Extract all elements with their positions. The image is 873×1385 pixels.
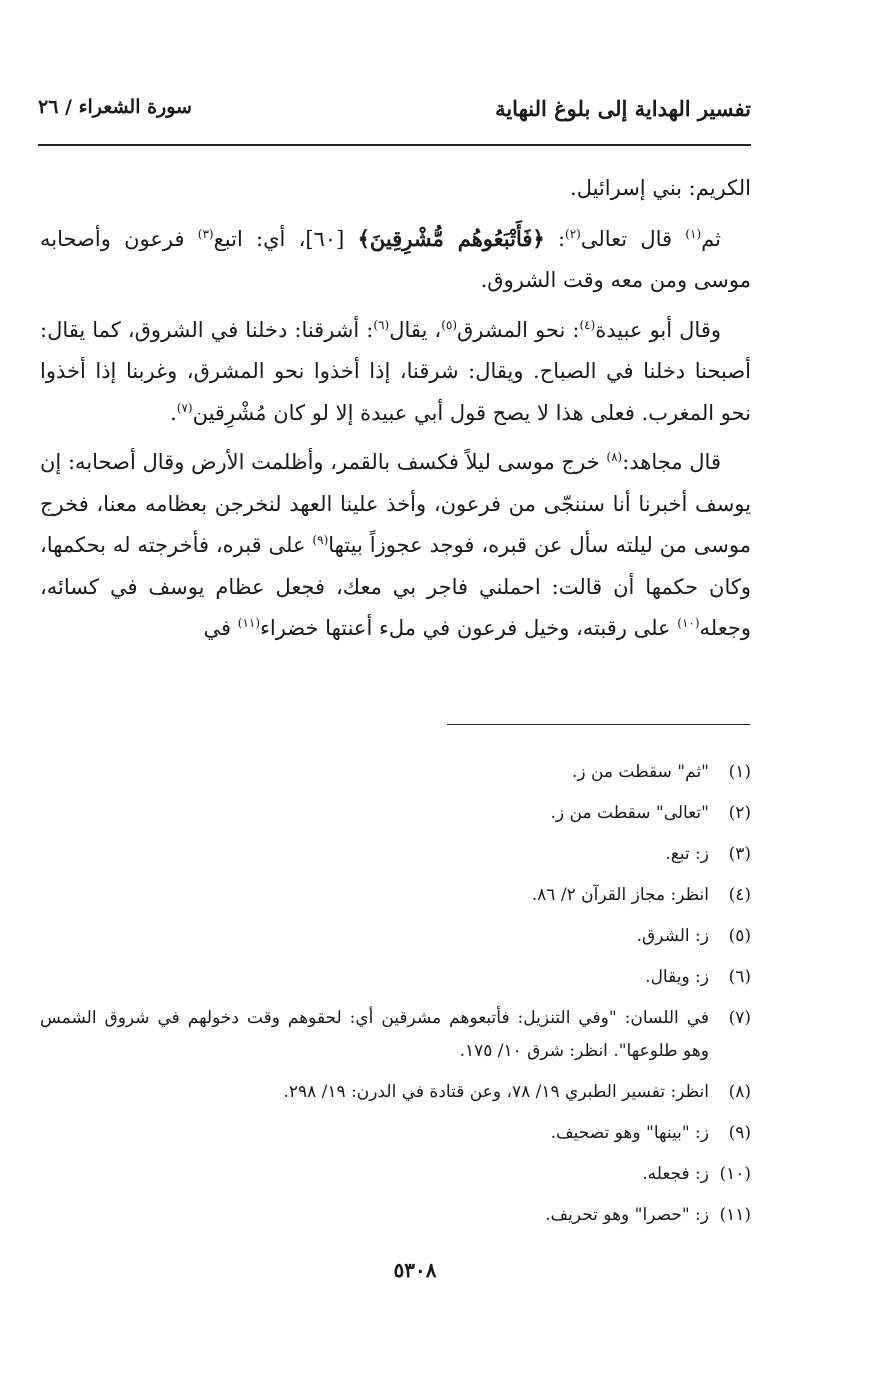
footnotes bbox=[40, 756, 751, 1240]
footnote-item bbox=[40, 756, 751, 789]
footnote-item bbox=[40, 920, 751, 953]
text-run: على رقبته، وخيل فرعون في ملء أعنتها خضراء bbox=[260, 616, 678, 640]
footnote-number: (١٠) bbox=[719, 1164, 751, 1184]
footnote-ref-10[interactable]: (١٠) bbox=[677, 616, 700, 630]
footnote-number: (٦) bbox=[728, 967, 751, 987]
footnote-text: ز: فجعله. bbox=[642, 1164, 709, 1184]
footnote-ref-2[interactable]: (٢) bbox=[565, 226, 581, 241]
running-header bbox=[38, 96, 751, 130]
footnote-item bbox=[40, 961, 751, 994]
footnote-text: انظر: مجاز القرآن ٢/ ٨٦. bbox=[531, 885, 709, 905]
footnote-item bbox=[40, 1158, 751, 1191]
footnote-item bbox=[40, 1002, 751, 1068]
page-number: ٥٣٠٨ bbox=[393, 1258, 437, 1282]
footnote-item bbox=[40, 879, 751, 912]
paragraph-2 bbox=[40, 218, 751, 302]
book-title: تفسير الهداية إلى بلوغ النهاية bbox=[495, 96, 751, 121]
footnote-text: ز: "حصرا" وهو تحريف. bbox=[545, 1205, 709, 1225]
footnote-text: انظر: تفسير الطبري ١٩/ ٧٨، وعن قتادة في الدرن: ١٩/ ٢٩٨. bbox=[283, 1082, 709, 1102]
text-run: على قبره، فأخرجته له بحكمها، وكان حكمها أن قالت: احملني فاجر بي معك، فجعل عظام يوسف في كسائه، وجعله bbox=[40, 533, 751, 640]
footnote-ref-7[interactable]: (٧) bbox=[176, 400, 193, 415]
footnote-item bbox=[40, 1117, 751, 1150]
text-run: خرج موسى ليلاً فكسف بالقمر، وأظلمت الأرض وقال أصحابه: إن يوسف أخبرنا أنا سننجّى من فرعون، وأخذ علينا العهد لنخرجن بعظامه معنا، فخرج موسى من ليلته سأل عن قبره، فوجد عجوزاً بيتها bbox=[40, 450, 751, 557]
footnote-number: (٧) bbox=[728, 1008, 751, 1028]
text-run: ثم bbox=[701, 226, 721, 251]
footnote-text: "ثم" سقطت من ز. bbox=[571, 762, 709, 782]
footnote-ref-5[interactable]: (٥) bbox=[441, 317, 458, 332]
footnote-number: (٣) bbox=[728, 844, 751, 864]
header-rule bbox=[38, 144, 751, 146]
text-run: . bbox=[170, 400, 177, 425]
footnote-number: (٢) bbox=[728, 803, 751, 823]
footnote-item bbox=[40, 1199, 751, 1232]
surah-label: سورة الشعراء / ٢٦ bbox=[38, 96, 192, 118]
main-text bbox=[40, 168, 751, 658]
footnote-number: (٩) bbox=[728, 1123, 751, 1143]
text-run: قال تعالى bbox=[580, 226, 686, 251]
footnote-number: (١) bbox=[728, 762, 751, 782]
footnote-ref-6[interactable]: (٦) bbox=[373, 317, 390, 332]
footnote-number: (٨) bbox=[728, 1082, 751, 1102]
footnote-text: في اللسان: "وفي التنزيل: فأتبعوهم مشرقين أي: لحقوهم وقت دخولهم في شروق الشمس وهو طلوعها". انظر: شرق ١٠/ ١٧٥. bbox=[40, 1008, 709, 1061]
paragraph-4 bbox=[40, 442, 751, 650]
text-run: فرعون وأصحابه موسى ومن معه وقت الشروق. bbox=[40, 226, 751, 292]
paragraph-3 bbox=[40, 310, 751, 435]
footnote-rule bbox=[447, 724, 750, 725]
footnote-ref-8[interactable]: (٨) bbox=[606, 450, 623, 464]
paragraph-1: الكريم: بني إسرائيل. bbox=[570, 176, 751, 200]
footnote-item bbox=[40, 1076, 751, 1109]
footnote-text: ز: الشرق. bbox=[636, 926, 709, 946]
footnote-item bbox=[40, 838, 751, 871]
footnote-text: ز: ويقال. bbox=[645, 967, 709, 987]
footnote-text: "تعالى" سقطت من ز. bbox=[550, 803, 709, 823]
text-run: قال مجاهد: bbox=[622, 450, 721, 474]
footnote-ref-1[interactable]: (١) bbox=[685, 226, 702, 241]
text-run: : أشرقنا: دخلنا في الشروق، كما يقال: أصبحنا دخلنا في الصباح. ويقال: شرقنا، إذا أخذوا نحو المشرق، وغربنا إذا أخذوا نحو المغرب. فعلى هذا لا يصح قول أبي عبيدة إلا لو كان مُشْرِقين bbox=[40, 317, 751, 425]
quran-verse: ﴿فَأَتْبَعُوهُم مُّشْرِقِينَ﴾ bbox=[357, 225, 545, 251]
text-run: ، يقال bbox=[389, 317, 442, 342]
footnote-item bbox=[40, 797, 751, 830]
footnote-ref-11[interactable]: (١١) bbox=[237, 616, 261, 630]
text-run: وقال أبو عبيدة bbox=[595, 317, 721, 342]
footnote-text: ز: تبع. bbox=[665, 844, 709, 864]
footnote-ref-9[interactable]: (٩) bbox=[312, 533, 329, 547]
footnote-text: ز: "بينها" وهو تصحيف. bbox=[550, 1123, 709, 1143]
footnote-number: (١١) bbox=[719, 1205, 751, 1225]
text-run: [٦٠]، أي: اتبع bbox=[213, 226, 358, 251]
text-run: : نحو المشرق bbox=[457, 317, 580, 342]
footnote-ref-4[interactable]: (٤) bbox=[579, 317, 596, 332]
footnote-number: (٤) bbox=[728, 885, 751, 905]
footnote-number: (٥) bbox=[728, 926, 751, 946]
text-run: : bbox=[544, 226, 566, 251]
footnote-ref-3[interactable]: (٣) bbox=[197, 226, 214, 241]
text-run: في bbox=[203, 616, 238, 640]
